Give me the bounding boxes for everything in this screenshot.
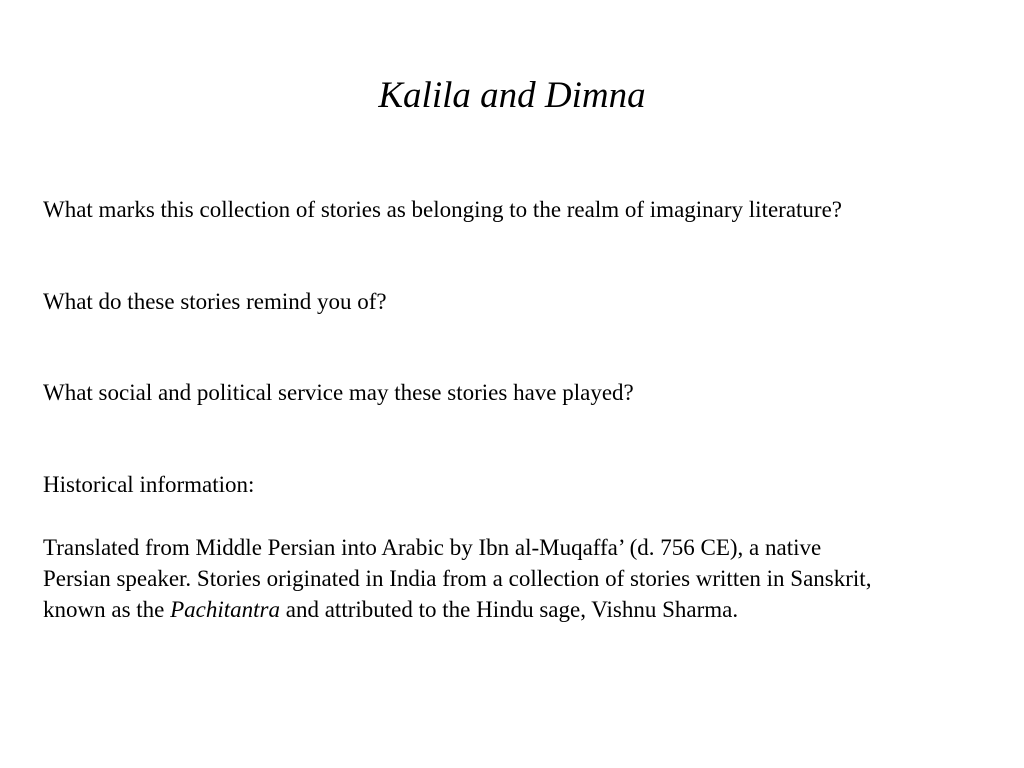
historical-information-body [43, 532, 993, 625]
question-imaginary-literature: What marks this collection of stories as belonging to the realm of imaginary literature? [43, 197, 843, 222]
slide-title: Kalila and Dimna [378, 75, 646, 116]
historical-line-1: Translated from Middle Persian into Arabic by Ibn al-Muqaffa’ (d. 756 CE), a native [43, 535, 822, 560]
question-remind-you-of: What do these stories remind you of? [43, 289, 387, 314]
historical-information-heading: Historical information: [43, 472, 255, 497]
historical-line-3 [43, 594, 993, 625]
historical-line-3-after: and attributed to the Hindu sage, Vishnu Sharma. [280, 597, 739, 622]
question-social-political-service: What social and political service may these stories have played? [43, 380, 634, 405]
pachitantra-title: Pachitantra [170, 597, 281, 622]
historical-line-2: Persian speaker. Stories originated in India from a collection of stories written in Sanskrit, [43, 566, 872, 591]
historical-line-3-before: known as the [43, 597, 171, 622]
